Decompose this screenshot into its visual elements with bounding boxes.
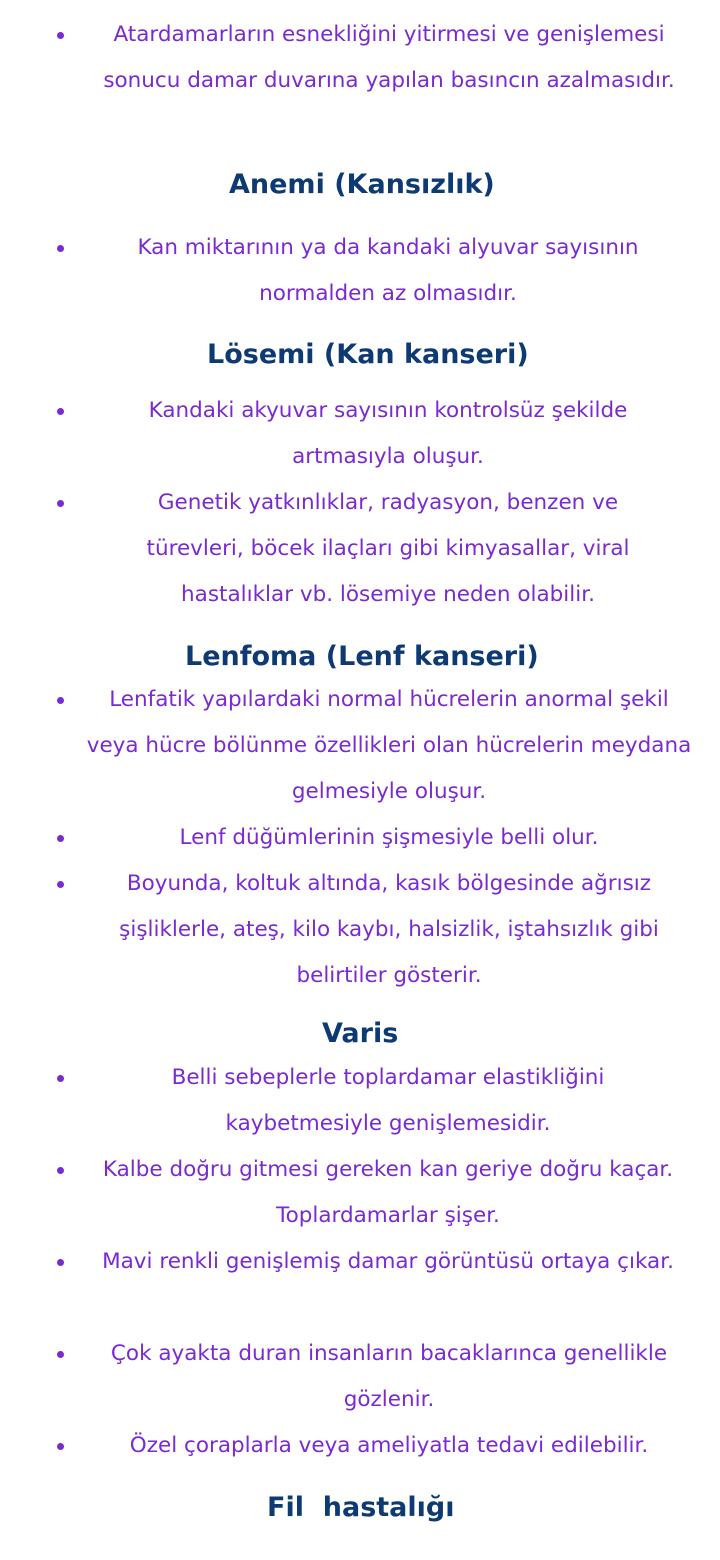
- list-item-text: Çok ayakta duran insanların bacaklarınca genellikle gözlenir.: [110, 1341, 668, 1412]
- section-heading-fil: Fil hastalığı: [267, 1492, 455, 1523]
- bullet-icon: [57, 408, 64, 415]
- list-item-text: Özel çoraplarla veya ameliyatla tedavi edilebilir.: [129, 1433, 649, 1458]
- section-heading-varis: Varis: [322, 1018, 399, 1049]
- bullet-icon: [57, 1167, 64, 1174]
- list-item-text: Kandaki akyuvar sayısının kontrolsüz şekilde artmasıyla oluşur.: [148, 398, 628, 469]
- bullet-icon: [57, 1443, 64, 1450]
- list-item-text: Lenfatik yapılardaki normal hücrelerin anormal şekil veya hücre bölünme özellikleri olan hücrelerin meydana gelmesiyle oluşur.: [86, 687, 692, 804]
- section-heading-losemi: Lösemi (Kan kanseri): [207, 339, 529, 370]
- bullet-icon: [57, 1351, 64, 1358]
- bullet-icon: [57, 245, 64, 252]
- section-heading-anemi: Anemi (Kansızlık): [229, 169, 495, 200]
- bullet-icon: [57, 1259, 64, 1266]
- list-item-text: Belli sebeplerle toplardamar elastikliğini kaybetmesiyle genişlemesidir.: [171, 1065, 605, 1136]
- list-item-text: Kalbe doğru gitmesi gereken kan geriye doğru kaçar. Toplardamarlar şişer.: [102, 1157, 674, 1228]
- bullet-icon: [57, 1075, 64, 1082]
- bullet-icon: [57, 500, 64, 507]
- bullet-icon: [57, 881, 64, 888]
- bullet-icon: [57, 835, 64, 842]
- bullet-icon: [57, 697, 64, 704]
- list-item-text: Lenf düğümlerinin şişmesiyle belli olur.: [179, 825, 599, 850]
- list-item-text: Boyunda, koltuk altında, kasık bölgesinde ağrısız şişliklerle, ateş, kilo kaybı, halsizlik, iştahsızlık gibi belirtiler gösterir.: [119, 871, 659, 988]
- list-item-text: Genetik yatkınlıklar, radyasyon, benzen ve türevleri, böcek ilaçları gibi kimyasallar, viral hastalıklar vb. lösemiye neden olabilir.: [146, 490, 630, 607]
- section-heading-lenfoma: Lenfoma (Lenf kanseri): [185, 641, 539, 672]
- bullet-icon: [57, 32, 64, 39]
- list-item-text: Kan miktarının ya da kandaki alyuvar sayısının normalden az olmasıdır.: [137, 235, 639, 306]
- list-item-text: Atardamarların esnekliğini yitirmesi ve genişlemesi sonucu damar duvarına yapılan basıncın azalmasıdır.: [103, 22, 675, 93]
- list-item-text: Mavi renkli genişlemiş damar görüntüsü ortaya çıkar.: [102, 1249, 674, 1274]
